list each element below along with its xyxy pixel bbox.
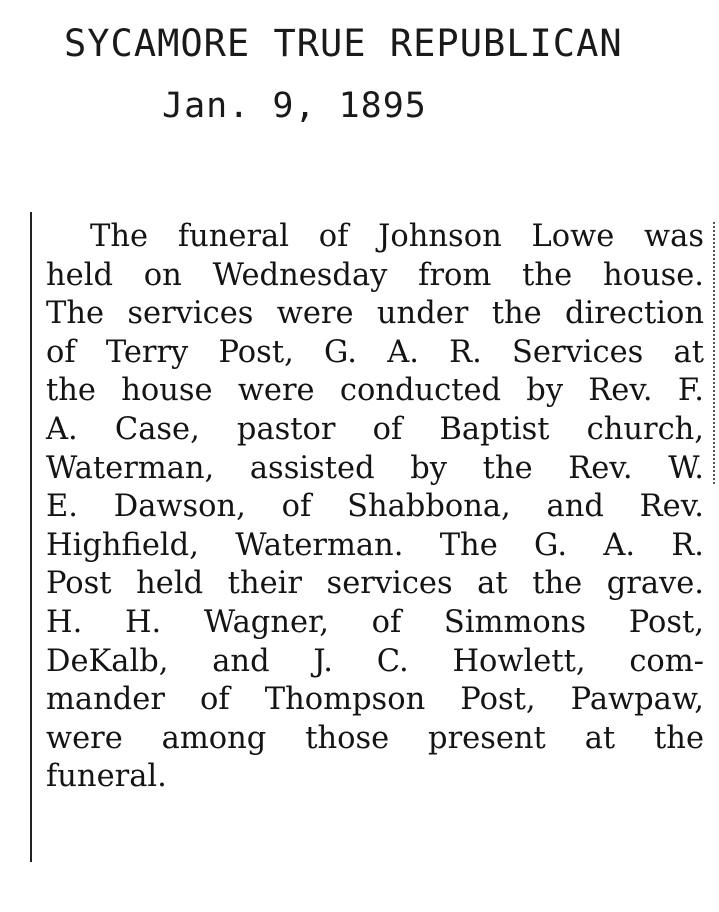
article-line: The services were under the direction	[46, 296, 704, 332]
article-line: held on Wednesday from the house.	[46, 257, 704, 293]
article-line: the house were conducted by Rev. F.	[46, 373, 704, 409]
article-line: H. H. Wagner, of Simmons Post,	[46, 604, 704, 640]
column-rule-left	[30, 212, 32, 862]
article-line: The funeral of Johnson Lowe was	[90, 219, 704, 254]
article-line: funeral.	[46, 759, 167, 795]
article-line: A. Case, pastor of Baptist church,	[46, 411, 704, 447]
article-line: DeKalb, and J. C. Howlett, com-	[46, 643, 704, 679]
publication-date: Jan. 9, 1895	[162, 86, 427, 126]
article-text	[46, 218, 704, 797]
article-line: mander of Thompson Post, Pawpaw,	[46, 682, 704, 718]
article-line: Post held their services at the grave.	[46, 566, 704, 602]
article-line: Waterman, assisted by the Rev. W.	[46, 450, 704, 486]
article-line: of Terry Post, G. A. R. Services at	[46, 334, 704, 370]
article-line: were among those present at the	[46, 720, 704, 756]
column-rule-right	[713, 222, 715, 484]
article-line: Highfield, Waterman. The G. A. R.	[46, 527, 704, 563]
publication-title: SYCAMORE TRUE REPUBLICAN	[64, 22, 623, 65]
article-line: E. Dawson, of Shabbona, and Rev.	[46, 489, 704, 525]
